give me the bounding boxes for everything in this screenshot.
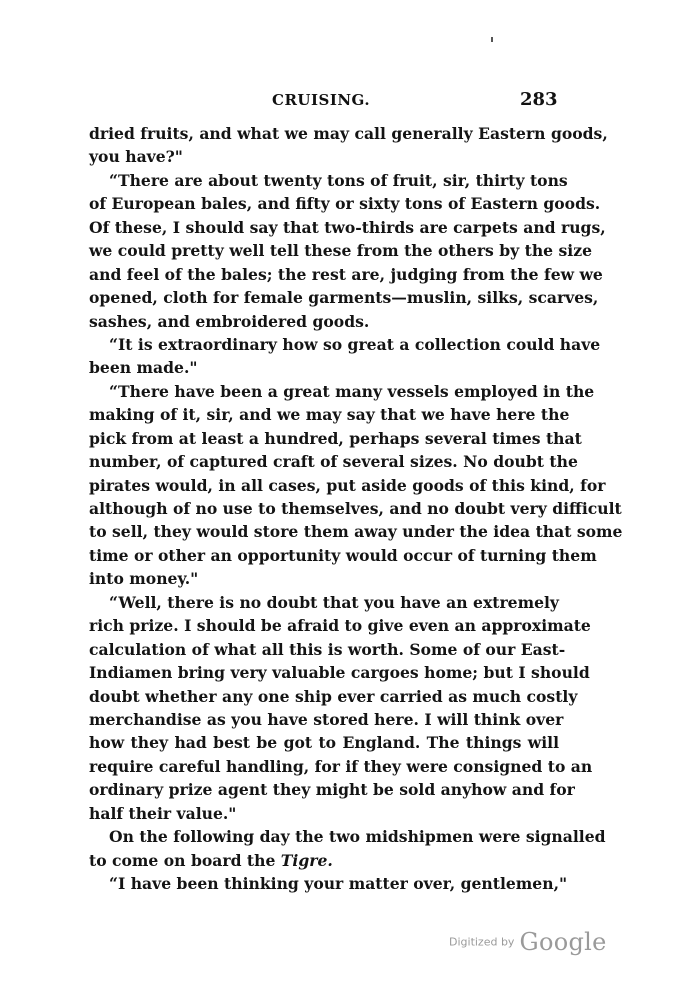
text-line: opened, cloth for female garments—muslin, silks, scarves,	[89, 288, 599, 308]
text-line: “There have been a great many vessels employed in the	[109, 381, 595, 401]
text-line: been made."	[89, 358, 198, 378]
text-line: time or other an opportunity would occur of turning them	[89, 545, 597, 565]
running-title: CRUISING.	[272, 91, 371, 109]
text-line: dried fruits, and what we may call generally Eastern goods,	[89, 124, 608, 143]
text-line: “It is extraordinary how so great a collection could have	[109, 334, 601, 354]
digitized-watermark	[449, 928, 607, 956]
text-line: calculation of what all this is worth. Some of our East-	[89, 639, 566, 659]
text-line: pick from at least a hundred, perhaps several times that	[89, 428, 582, 448]
text-line: rich prize. I should be afraid to give even an approximate	[89, 616, 591, 636]
page-number: 283	[520, 89, 558, 110]
watermark-prefix: Digitized by	[449, 935, 515, 949]
text-line: merchandise as you have stored here. I will think over	[89, 709, 564, 729]
text-line: we could pretty well tell these from the others by the size	[89, 241, 593, 261]
text-line: sashes, and embroidered goods.	[89, 311, 370, 331]
text-line: ordinary prize agent they might be sold anyhow and for	[89, 780, 575, 800]
text-line: Indiamen bring very valuable cargoes home; but I should	[89, 663, 590, 683]
text-line: into money."	[89, 569, 199, 589]
text-line: require careful handling, for if they were consigned to an	[89, 756, 593, 776]
text-line: number, of captured craft of several sizes. No doubt the	[89, 452, 578, 472]
text-line: although of no use to themselves, and no doubt very difficult	[89, 499, 622, 518]
text-line: “There are about twenty tons of fruit, sir, thirty tons	[109, 170, 568, 190]
running-head	[0, 91, 691, 113]
text-line: “Well, there is no doubt that you have an extremely	[109, 592, 559, 612]
text-line: you have?"	[89, 147, 183, 167]
text-line: how they had best be got to England. The things will	[89, 733, 559, 753]
text-line: to sell, they would store them away under the idea that some	[89, 522, 623, 542]
text-line: “I have been thinking your matter over, gentlemen,"	[109, 874, 568, 893]
ship-name: Tigre.	[280, 850, 333, 870]
text-line: On the following day the two midshipmen were signalled	[109, 827, 606, 847]
text-line: Of these, I should say that two-thirds are carpets and rugs,	[89, 217, 606, 237]
google-logo: Google	[519, 928, 607, 956]
text-line: doubt whether any one ship ever carried as much costly	[89, 686, 578, 706]
text-line: of European bales, and fifty or sixty tons of Eastern goods.	[89, 194, 601, 214]
page-speck	[491, 37, 493, 42]
text-line: and feel of the bales; the rest are, judging from the few we	[89, 264, 603, 284]
body-text	[89, 122, 623, 895]
text-line: pirates would, in all cases, put aside goods of this kind, for	[89, 475, 606, 495]
text-line: to come on board the Tigre.	[89, 850, 333, 870]
text-line: half their value."	[89, 803, 237, 823]
text-line: making of it, sir, and we may say that we have here the	[89, 405, 570, 425]
